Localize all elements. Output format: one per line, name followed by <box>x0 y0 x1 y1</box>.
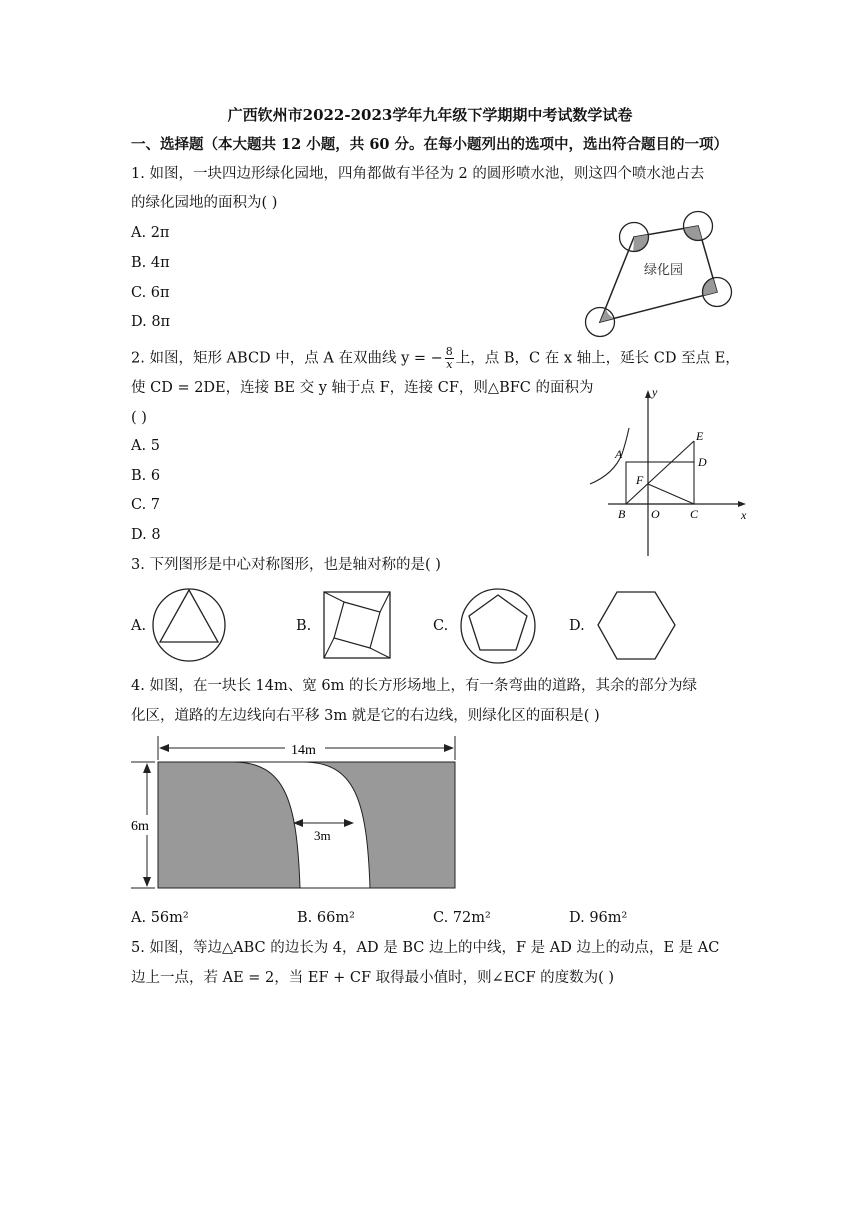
label-point-a: A <box>615 447 623 461</box>
q3-option-d-label: D. <box>569 618 585 634</box>
label-road-width: 3m <box>314 828 331 843</box>
q2-fraction <box>445 346 454 371</box>
fraction-numerator: 8 <box>445 345 453 358</box>
label-point-c: C <box>690 507 699 521</box>
label-point-f: F <box>636 473 644 487</box>
q4-text-line1: 4. 如图，在一块长 14m、宽 6m 的长方形场地上，有一条弯曲的道路，其余的部分为绿 <box>131 678 697 694</box>
label-x-axis: x <box>741 508 747 522</box>
q2-text-line1-end: 上，点 B，C 在 x 轴上，延长 CD 至点 E， <box>455 350 740 367</box>
section-heading: 一、选择题（本大题共 12 小题，共 60 分。在每小题列出的选项中，选出符合题目的一项） <box>131 136 729 153</box>
q1-option-b: B. 4π <box>131 255 170 271</box>
q1-option-a: A. 2π <box>131 225 170 241</box>
label-length: 14m <box>291 743 316 758</box>
q4-figure-road <box>125 730 470 895</box>
label-origin: O <box>651 507 660 521</box>
q3-option-a-label: A. <box>131 618 147 634</box>
q1-text-line2: 的绿化园地的面积为( ) <box>131 195 278 211</box>
q1-option-d: D. 8π <box>131 314 171 330</box>
label-point-d: D <box>698 455 707 469</box>
q3-option-c-label: C. <box>433 618 449 634</box>
q3-figure-circle-pentagon <box>458 586 538 666</box>
page-title: 广西钦州市2022-2023学年九年级下学期期中考试数学试卷 <box>227 106 633 124</box>
q2-text-line1-start: 2. 如图，矩形 ABCD 中，点 A 在双曲线 y = − <box>131 350 443 367</box>
q5-text-line2: 边上一点，若 AE = 2，当 EF + CF 取得最小值时，则∠ECF 的度数为( ) <box>131 970 615 986</box>
fraction-denominator: x <box>446 358 453 371</box>
q2-option-c: C. 7 <box>131 497 161 513</box>
q2-text-line1 <box>131 346 740 371</box>
q2-figure-hyperbola <box>586 386 756 558</box>
q2-option-b: B. 6 <box>131 468 161 484</box>
label-point-e: E <box>696 429 704 443</box>
q1-figure-garden <box>570 200 750 345</box>
q3-text-line1: 3. 下列图形是中心对称图形，也是轴对称的是( ) <box>131 557 441 573</box>
q2-text-line3: ( ) <box>131 410 147 426</box>
label-y-axis: y <box>652 386 658 399</box>
q3-figure-circle-triangle <box>151 586 231 666</box>
q3-figure-hexagon <box>594 588 680 664</box>
garden-label: 绿化园 <box>644 262 684 277</box>
q2-text-line2: 使 CD = 2DE，连接 BE 交 y 轴于点 F，连接 CF，则△BFC 的面积为 <box>131 380 594 396</box>
q2-option-d: D. 8 <box>131 527 161 543</box>
label-point-b: B <box>618 507 626 521</box>
q4-option-d: D. 96m² <box>569 910 628 926</box>
q2-option-a: A. 5 <box>131 438 160 454</box>
q1-text-line1: 1. 如图，一块四边形绿化园地，四角都做有半径为 2 的圆形喷水池，则这四个喷水池占去 <box>131 166 705 182</box>
q5-text-line1: 5. 如图，等边△ABC 的边长为 4，AD 是 BC 边上的中线，F 是 AD 边上的动点，E 是 AC <box>131 940 720 956</box>
label-width: 6m <box>131 819 149 834</box>
q4-option-b: B. 66m² <box>297 910 355 926</box>
q4-option-c: C. 72m² <box>433 910 491 926</box>
q3-option-b-label: B. <box>296 618 312 634</box>
q1-option-c: C. 6π <box>131 285 170 301</box>
q4-option-a: A. 56m² <box>131 910 189 926</box>
q3-figure-square-inscribed <box>320 588 394 662</box>
q4-text-line2: 化区，道路的左边线向右平移 3m 就是它的右边线，则绿化区的面积是( ) <box>131 708 600 724</box>
